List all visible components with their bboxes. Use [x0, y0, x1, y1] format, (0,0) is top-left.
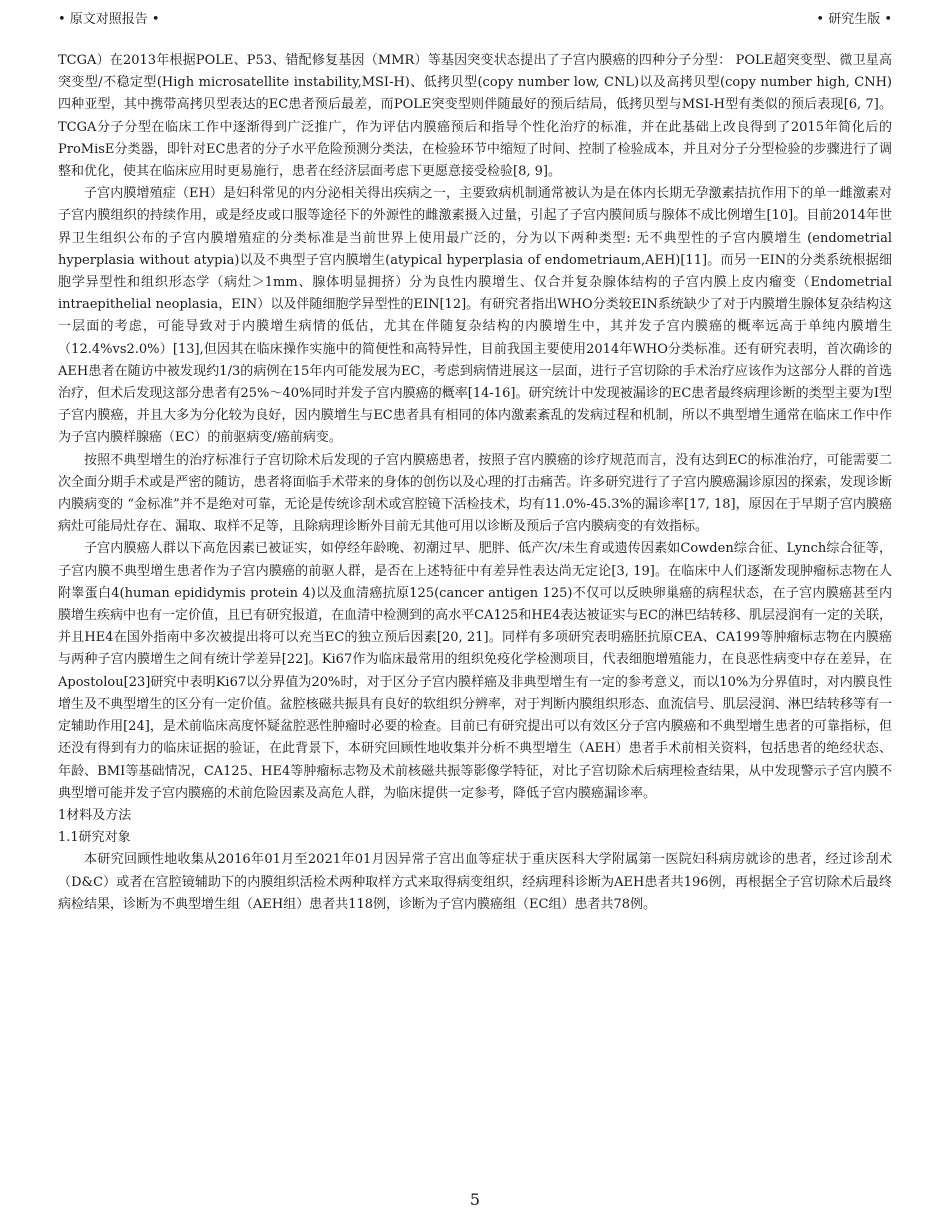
paragraph-tcga-classification: TCGA）在2013年根据POLE、P53、错配修复基因（MMR）等基因突变状态提出了子宫内膜癌的四种分子分型： POLE超突变型、微卫星高突变型/不稳定型(High microsatellite instability,MSI-H)、低拷贝型(copy number low, CNL)以及高拷贝型(copy number high, CNH)四种亚型，其中携带高拷贝型表达的EC患者预后最差，而POLE突变型则伴随最好的预后结局，低拷贝型与MSI-H型有类似的预后表现[6, 7]。TCGA分子分型在临床工作中逐渐得到广泛推广，作为评估内膜癌预后和指导个性化治疗的标准，并在此基础上改良得到了2015年简化后的ProMisE分类器，即针对EC患者的分子水平危险预测分类法，在检验环节中缩短了时间、控制了检验成本，并且对分子分型检验的步骤进行了调整和优化，使其在临床应用时更易施行，患者在经济层面考虑下更愿意接受检验[8, 9]。 — [58, 53, 892, 180]
header-right-label: • 研究生版 • — [816, 12, 892, 27]
paragraph-risk-factors: 子宫内膜癌人群以下高危因素已被证实，如停经年龄晚、初潮过早、肥胖、低产次/未生育或遗传因素如Cowden综合征、Lynch综合征等，子宫内膜不典型增生患者作为子宫内膜癌的前驱人群，是否在上述特征中有差异性表达尚无定论[3, 19]。在临床中人们逐渐发现肿瘤标志物在人附睾蛋白4(human epididymis protein 4)以及血清癌抗原125(cancer antigen 125)不仅可以反映卵巢癌的病程状态，在子宫内膜癌甚至内膜增生疾病中也有一定价值，且已有研究报道，在血清中检测到的高水平CA125和HE4表达被证实与EC的淋巴结转移、肌层浸润有一定的关联，并且HE4在国外指南中多次被提出将可以充当EC的独立预后因素[20, 21]。同样有多项研究表明癌胚抗原CEA、CA199等肿瘤标志物在内膜癌与两种子宫内膜增生之间有统计学差异[22]。Ki67作为临床最常用的组织免疫化学检测项目，代表细胞增殖能力，在良恶性病变中存在差异，在Apostolou[23]研究中表明Ki67以分界值为20%时，对于区分子宫内膜样癌及非典型增生有一定的参考意义，而以10%为分界值时，对内膜良性增生及不典型增生的区分有一定价值。盆腔核磁共振具有良好的软组织分辨率，对于判断内膜组织形态、血流信号、肌层浸润、淋巴结转移等有一定辅助作用[24]，是术前临床高度怀疑盆腔恶性肿瘤时必要的检查。目前已有研究提出可以有效区分子宫内膜癌和不典型增生患者的可靠指标，但还没有得到有力的临床证据的验证，在此背景下，本研究回顾性地收集并分析不典型增生（AEH）患者手术前相关资料，包括患者的绝经状态、年龄、BMI等基础情况，CA125、HE4等肿瘤标志物及术前核磁共振等影像学特征，对比子宫切除术后病理检查结果，从中发现警示子宫内膜不典型增可能并发子宫内膜癌的术前危险因素及高危人群，为临床提供一定参考，降低子宫内膜癌漏诊率。 — [58, 541, 892, 801]
section-heading: 1材料及方法 — [58, 807, 132, 823]
paragraph-missed-diagnosis: 按照不典型增生的治疗标准行子宫切除术后发现的子宫内膜癌患者，按照子宫内膜癌的诊疗规范而言，没有达到EC的标准治疗，可能需要二次全面分期手术或是严密的随访，患者将面临手术带来的身体的创伤以及心理的打击痛苦。许多研究进行了子宫内膜癌漏诊原因的探索，发现诊断内膜病变的 “金标准”并不是绝对可靠，无论是传统诊刮术或宫腔镜下活检技术，均有11.0%-45.3%的漏诊率[17, 18]，原因在于早期子宫内膜癌病灶可能局灶存在、漏取、取样不足等，且除病理诊断外目前无其他可用以诊断及预后子宫内膜病变的有效指标。 — [58, 452, 892, 535]
page-number: 5 — [469, 1190, 481, 1209]
paragraph-endometrial-hyperplasia: 子宫内膜增殖症（EH）是妇科常见的内分泌相关得出疾病之一，主要致病机制通常被认为是在体内长期无孕激素拮抗作用下的单一雌激素对子宫内膜组织的持续作用，或是经皮或口服等途径下的外源性的雌激素摄入过量，引起了子宫内膜间质与腺体不成比例增生[10]。目前2014年世界卫生组织公布的子宫内膜增殖症的分类标准是当前世界上使用最广泛的，分为以下两种类型: 无不典型性的子宫内膜增生 (endometrial hyperplasia without atypia)以及不典型子宫内膜增生(atypical hyperplasia of endometriaum,AEH)[11]。而另一EIN的分类系统根据细胞学异型性和组织形态学（病灶＞1mm、腺体明显拥挤）分为良性内膜增生、仅合并复杂腺体结构的子宫内膜上皮内瘤变（Endometrial intraepithelial neoplasia，EIN）以及伴随细胞学异型性的EIN[12]。有研究者指出WHO分类较EIN系统缺少了对于内膜增生腺体复杂结构这一层面的考虑，可能导致对于内膜增生病情的低估，尤其在伴随复杂结构的内膜增生中，其并发子宫内膜癌的概率远高于单纯内膜增生（12.4%vs2.0%）[13],但因其在临床操作实施中的简便性和高特异性，目前我国主要使用2014年WHO分类标准。还有研究表明，首次确诊的AEH患者在随访中被发现约1/3的病例在15年内可能发展为EC，考虑到病情进展这一层面，进行子宫切除的手术治疗应该作为这部分人群的首选治疗，但术后发现这部分患者有25%～40%同时并发子宫内膜癌的概率[14-16]。研究统计中发现被漏诊的EC患者最终病理诊断的类型主要为I型子宫内膜癌，并且大多为分化较为良好，因内膜增生与EC患者具有相同的体内激素紊乱的发病过程和机制，所以不典型增生通常在临床工作中作为子宫内膜样腺癌（EC）的前驱病变/癌前病变。 — [58, 186, 892, 446]
document-body — [58, 50, 892, 916]
page-header — [58, 10, 892, 30]
subsection-heading: 1.1研究对象 — [58, 830, 131, 846]
header-left-label: • 原文对照报告 • — [58, 12, 160, 27]
paragraph-study-subjects: 本研究回顾性地收集从2016年01月至2021年01月因异常子宫出血等症状于重庆医科大学附属第一医院妇科病房就诊的患者，经过诊刮术（D&C）或者在宫腔镜辅助下的内膜组织活检术两种取样方式来取得病变组织，经病理科诊断为AEH患者共196例，再根据全子宫切除术后最终病检结果，诊断为不典型增生组（AEH组）患者共118例，诊断为子宫内膜癌组（EC组）患者共78例。 — [58, 852, 892, 912]
